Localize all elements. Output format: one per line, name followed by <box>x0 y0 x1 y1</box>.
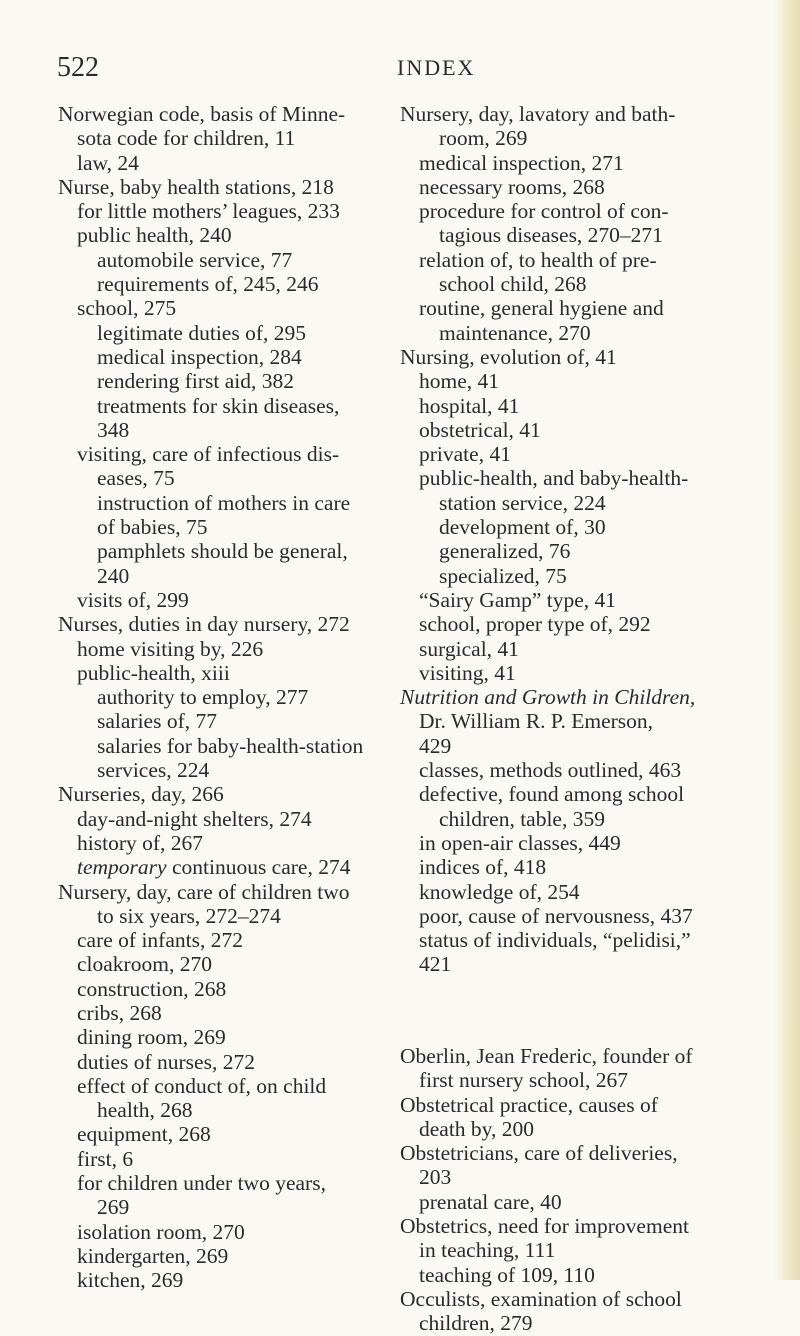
index-entry: 429 <box>419 733 452 758</box>
index-entry: treatments for skin diseases, <box>97 393 340 418</box>
index-entry: Nurseries, day, 266 <box>58 782 224 807</box>
index-entry: first, 6 <box>77 1146 134 1171</box>
index-entry: effect of conduct of, on child <box>77 1073 327 1098</box>
index-entry: indices of, 418 <box>419 855 547 880</box>
index-entry: Norwegian code, basis of Minne- <box>58 102 346 126</box>
index-entry: pamphlets should be general, <box>97 539 348 564</box>
index-entry: medical inspection, 271 <box>419 150 624 175</box>
index-entry: law, 24 <box>77 150 139 175</box>
page-number: 522 <box>57 52 99 83</box>
index-entry: visits of, 299 <box>77 587 189 612</box>
index-entry: 203 <box>419 1165 452 1190</box>
index-entry: dining room, 269 <box>77 1025 226 1050</box>
index-entry: defective, found among school <box>419 782 685 807</box>
index-entry: obstetrical, 41 <box>419 417 541 442</box>
index-entry: cloakroom, 270 <box>77 952 212 977</box>
index-entry: surgical, 41 <box>419 636 519 661</box>
index-entry: specialized, 75 <box>439 563 567 588</box>
index-entry: room, 269 <box>439 126 528 151</box>
index-entry: medical inspection, 284 <box>97 344 302 369</box>
index-entry: care of infants, 272 <box>77 928 243 953</box>
index-column-left <box>58 102 388 1293</box>
index-entry: public-health, xiii <box>77 660 230 685</box>
running-head: INDEX <box>397 55 476 80</box>
index-entry: in open-air classes, 449 <box>419 830 621 855</box>
index-entry: public-health, and baby-health- <box>419 466 689 491</box>
index-entry: hospital, 41 <box>419 393 520 418</box>
index-entry: services, 224 <box>97 758 210 783</box>
page-edge-shading <box>774 0 800 1280</box>
index-entry: station service, 224 <box>439 490 606 515</box>
index-entry: visiting, 41 <box>419 660 516 685</box>
index-entry: necessary rooms, 268 <box>419 174 605 199</box>
index-entry: cribs, 268 <box>77 1000 162 1025</box>
index-entry: children, table, 359 <box>439 806 605 831</box>
index-entry: day-and-night shelters, 274 <box>77 806 312 831</box>
index-entry: home, 41 <box>419 369 500 394</box>
index-entry: Nurses, duties in day nursery, 272 <box>58 612 350 637</box>
index-gap <box>400 998 730 1022</box>
index-entry: procedure for control of con- <box>419 199 669 224</box>
index-entry: development of, 30 <box>439 515 606 540</box>
index-entry: school, proper type of, 292 <box>419 612 651 637</box>
index-entry-text-rest: continuous care, 274 <box>166 855 351 880</box>
index-entry: duties of nurses, 272 <box>77 1049 255 1074</box>
index-entry: prenatal care, 40 <box>419 1189 562 1214</box>
index-entry: kitchen, 269 <box>77 1268 184 1293</box>
index-entry: 348 <box>97 417 130 442</box>
index-entry: instruction of mothers in care <box>97 490 351 515</box>
index-entry: Nurse, baby health stations, 218 <box>58 174 334 199</box>
index-entry: death by, 200 <box>419 1116 535 1141</box>
index-entry: to six years, 272–274 <box>97 903 281 928</box>
index-entry: history of, 267 <box>77 830 204 855</box>
index-entry: relation of, to health of pre- <box>419 247 657 272</box>
index-entry-italic-prefix: temporary <box>77 855 167 880</box>
index-entry: 240 <box>97 563 130 588</box>
index-entry: Oberlin, Jean Frederic, founder of <box>400 1043 693 1068</box>
index-entry: public health, 240 <box>77 223 232 248</box>
index-entry: school, 275 <box>77 296 177 321</box>
index-entry: private, 41 <box>419 442 511 467</box>
index-entry: of babies, 75 <box>97 515 208 540</box>
index-entry: authority to employ, 277 <box>97 685 309 710</box>
index-entry <box>58 855 388 879</box>
index-entry: in teaching, 111 <box>419 1238 556 1263</box>
index-entry: for children under two years, <box>77 1171 326 1196</box>
index-entry: equipment, 268 <box>77 1122 211 1147</box>
index-entry: poor, cause of nervousness, 437 <box>419 903 693 928</box>
index-entry: 269 <box>97 1195 130 1220</box>
index-entry: legitimate duties of, 295 <box>97 320 306 345</box>
index-entry: automobile service, 77 <box>97 247 293 272</box>
index-column-right <box>400 102 730 1336</box>
index-entry: maintenance, 270 <box>439 320 591 345</box>
index-entry: isolation room, 270 <box>77 1219 245 1244</box>
index-entry: children, 279 <box>419 1311 533 1336</box>
index-entry: Obstetrics, need for improvement <box>400 1214 689 1239</box>
index-entry: Obstetrical practice, causes of <box>400 1092 658 1117</box>
index-entry: “Sairy Gamp” type, 41 <box>419 587 617 612</box>
index-entry: for little mothers’ leagues, 233 <box>77 199 340 224</box>
index-entry: home visiting by, 226 <box>77 636 264 661</box>
index-entry-text: Nutrition and Growth in Children, <box>400 685 696 710</box>
page-header <box>57 48 737 88</box>
index-entry: classes, methods outlined, 463 <box>419 758 682 783</box>
index-entry: sota code for children, 11 <box>77 126 296 151</box>
index-entry: school child, 268 <box>439 272 587 297</box>
index-entry: rendering first aid, 382 <box>97 369 295 394</box>
index-entry: construction, 268 <box>77 976 227 1001</box>
index-entry: first nursery school, 267 <box>419 1068 628 1093</box>
index-entry: knowledge of, 254 <box>419 879 580 904</box>
index-entry: kindergarten, 269 <box>77 1243 229 1268</box>
index-entry: 421 <box>419 952 452 977</box>
index-entry: tagious diseases, 270–271 <box>439 223 663 248</box>
index-entry: salaries for baby-health-station <box>97 733 364 758</box>
index-entry: generalized, 76 <box>439 539 571 564</box>
index-entry: status of individuals, “pelidisi,” <box>419 928 691 953</box>
index-entry: Nursery, day, care of children two <box>58 879 350 904</box>
index-entry: salaries of, 77 <box>97 709 218 734</box>
index-entry: routine, general hygiene and <box>419 296 664 321</box>
index-entry: Occulists, examination of school <box>400 1286 682 1311</box>
index-entry: eases, 75 <box>97 466 175 491</box>
index-entry: Dr. William R. P. Emerson, <box>419 709 654 734</box>
index-entry: health, 268 <box>97 1098 193 1123</box>
index-entry: teaching of 109, 110 <box>419 1262 595 1287</box>
index-entry: visiting, care of infectious dis- <box>77 442 340 467</box>
index-entry <box>400 685 730 709</box>
index-entry: Obstetricians, care of deliveries, <box>400 1141 678 1166</box>
index-entry: requirements of, 245, 246 <box>97 272 319 297</box>
index-entry: Nursery, day, lavatory and bath- <box>400 102 676 126</box>
index-entry: Nursing, evolution of, 41 <box>400 344 617 369</box>
